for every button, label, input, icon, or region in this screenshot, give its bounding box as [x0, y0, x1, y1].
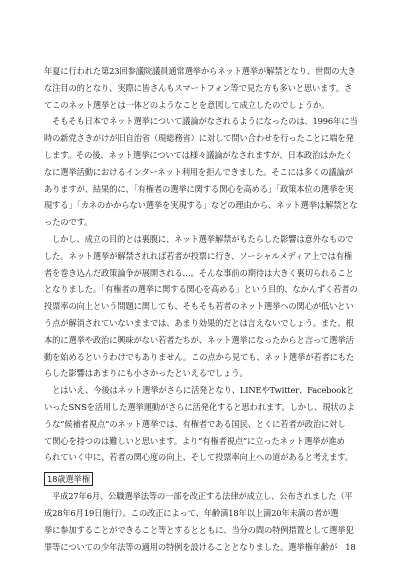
text-line: 現する」「カネのかからない選挙を実現する」などの理由から、ネット選挙は解禁とな — [44, 200, 358, 211]
paragraph-3 — [44, 231, 378, 382]
paragraph-2 — [44, 113, 378, 231]
paragraph-4 — [44, 382, 378, 466]
text-line: 成28年6月19日施行）。この改正によって、年齢満18年以上満20年未満の者が選 — [44, 507, 339, 518]
text-line: とはいえ、今後はネット選挙がさらに活発となり、LINEやTwitter、Facebookと — [52, 385, 355, 396]
text-line: うな“候補者視点”のネット選挙では、有権者である国民、とくに若者が政治に対し — [44, 418, 346, 429]
text-line: な注目の的となり、実際に皆さんもスマートフォン等で見た方も多いと思います。さ — [44, 82, 353, 93]
text-line: 年夏に行われた第23回参議院議員通常選挙からネット選挙が解禁となり、世間の大き — [44, 66, 356, 76]
text-line: いったSNSを活用した選挙運動がさらに活発化すると思われます。しかし、現状のよ — [44, 401, 355, 412]
text-line: 本的に選挙や政治に興味がない若者たちが、ネット選挙になったからと言って選挙活 — [44, 334, 354, 345]
text-line: う点が解消されていないままでは、あまり効果的だとは言えないでしょう。また、根 — [44, 317, 354, 328]
text-line: らした影響はあまりにも小さかったといえるでしょう。 — [44, 368, 248, 379]
text-line: て関心を持つのは難しいと思います。より“有権者視点”に立ったネット選挙が進め — [44, 435, 345, 446]
text-line: 者を巻き込んだ政策論争が展開される…。そんな事前の期待は大きく裏切られること — [44, 267, 354, 278]
text-line: 平成27年6月、公職選挙法等の一部を改正する法律が成立し、公布されました（平 — [52, 491, 353, 502]
text-line: 罪等についての少年法等の適用の特例を設けることとなりました。選挙権年齢が 18 — [44, 541, 356, 552]
text-line: 動を始めるというわけでもありません。この点から見ても、ネット選挙が若者にもた — [44, 351, 355, 362]
text-line: てこのネット選挙とは一体どのようなことを意図して成立したのでしょうか。 — [44, 99, 330, 110]
body-text — [44, 63, 378, 555]
text-line: ありますが、結果的に、「有権者の選挙に関する関心を高める」「政策本位の選挙を実 — [44, 183, 354, 194]
text-line: ったのです。 — [44, 217, 93, 228]
section-heading: 18歳選挙権 — [44, 472, 93, 486]
text-line: 投票率の向上という問題に関しても、そもそも若者のネット選挙への関心が低いとい — [44, 301, 354, 312]
text-line: なに選挙活動におけるインターネット利用を拒んできました。そこには多くの議論が — [44, 166, 353, 177]
text-line: しかし、成立の目的とは裏腹に、ネット選挙解禁がもたらした影響は意外なもので — [52, 233, 354, 244]
text-line: した。ネット選挙が解禁されれば若者が投票に行き、ソーシャルメディア上では有権 — [44, 250, 353, 261]
paragraph-1 — [44, 63, 378, 113]
text-line: られていく中に、若者の関心度の向上、そして投票率向上への道があると考えます。 — [44, 452, 353, 463]
section-18-vote — [44, 466, 378, 555]
text-line: 挙に参加することができること等とするとともに、当分の間の特例措置として選挙犯 — [44, 524, 354, 535]
text-line: します。その後、ネット選挙については様々議論がなされますが、日本政治はかたく — [44, 149, 353, 160]
text-line: そもそも日本でネット選挙について議論がなされるようになったのは、1996年に当 — [52, 116, 358, 127]
text-line: 時の新党さきがけが旧自治省（現総務省）に対して問い合わせを行ったことに端を発 — [44, 133, 354, 144]
text-line: となりました。「有権者の選挙に関する関心を高める」という目的、なかんずく若者の — [44, 284, 358, 295]
